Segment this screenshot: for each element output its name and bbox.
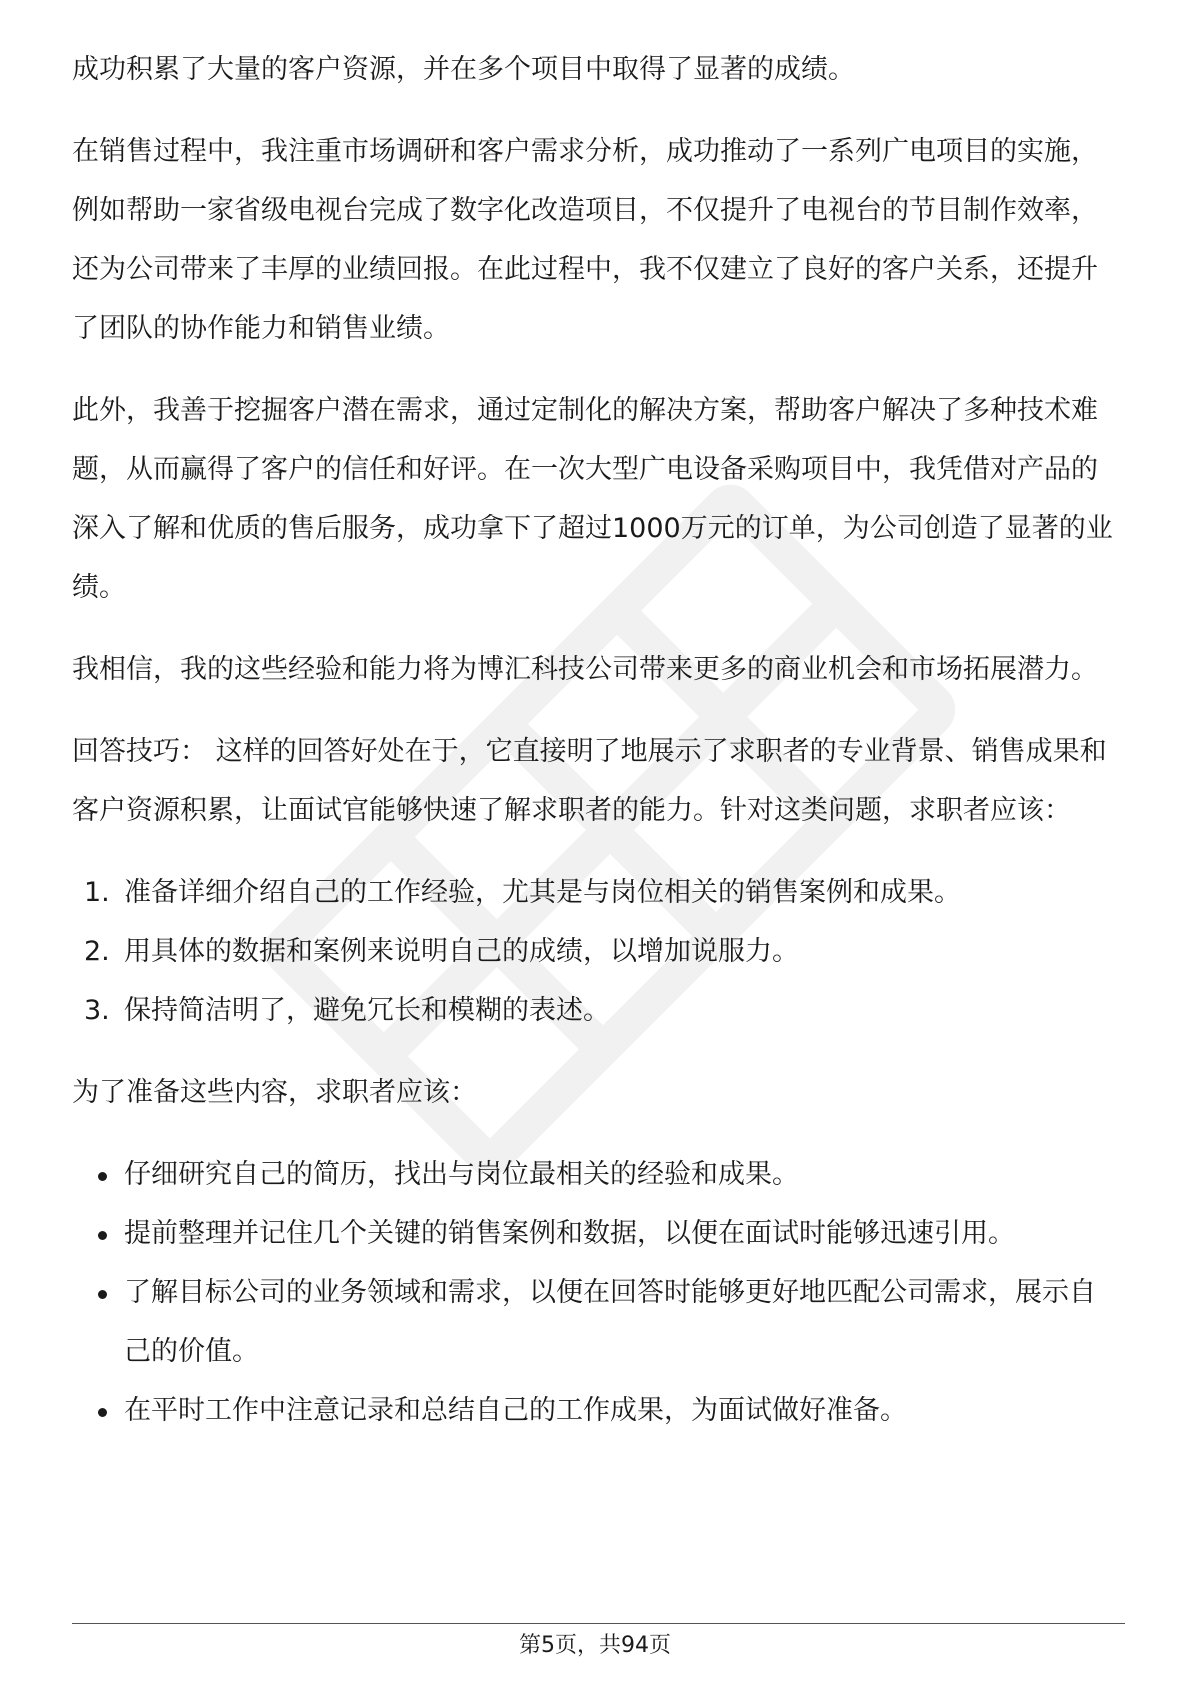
paragraph-4: 我相信，我的这些经验和能力将为博汇科技公司带来更多的商业机会和市场拓展潜力。 (72, 654, 1098, 685)
list-item (72, 1381, 1122, 1440)
bullet-icon (98, 1290, 107, 1299)
list-item (72, 981, 1122, 1040)
document-body (72, 40, 1122, 1463)
list-item-text: 了解目标公司的业务领域和需求，以便在回答时能够更好地匹配公司需求，展示自己的价值。 (124, 1277, 1096, 1367)
list-number: 1. (84, 877, 110, 908)
list-item (72, 1204, 1122, 1263)
list-item-text: 仔细研究自己的简历，找出与岗位最相关的经验和成果。 (124, 1159, 799, 1190)
bullet-icon (98, 1231, 107, 1240)
bullet-icon (98, 1408, 107, 1417)
bullet-list (72, 1145, 1122, 1440)
list-item (72, 1145, 1122, 1204)
list-item (72, 922, 1122, 981)
list-item (72, 863, 1122, 922)
page-number: 第5页，共94页 (519, 1633, 671, 1658)
paragraph-3: 此外，我善于挖掘客户潜在需求，通过定制化的解决方案，帮助客户解决了多种技术难题，从而赢得了客户的信任和好评。在一次大型广电设备采购项目中，我凭借对产品的深入了解和优质的售后服务，成功拿下了超过1000万元的订单，为公司创造了显著的业绩。 (72, 395, 1113, 603)
list-number: 3. (84, 995, 110, 1026)
paragraph-answer-tips: 回答技巧： 这样的回答好处在于，它直接明了地展示了求职者的专业背景、销售成果和客户资源积累，让面试官能够快速了解求职者的能力。针对这类问题，求职者应该： (72, 736, 1107, 826)
list-item (72, 1263, 1122, 1381)
paragraph-2: 在销售过程中，我注重市场调研和客户需求分析，成功推动了一系列广电项目的实施，例如帮助一家省级电视台完成了数字化改造项目，不仅提升了电视台的节目制作效率，还为公司带来了丰厚的业绩回报。在此过程中，我不仅建立了良好的客户关系，还提升了团队的协作能力和销售业绩。 (72, 136, 1098, 344)
list-item-text: 准备详细介绍自己的工作经验，尤其是与岗位相关的销售案例和成果。 (124, 877, 961, 908)
list-item-text: 用具体的数据和案例来说明自己的成绩，以增加说服力。 (124, 936, 799, 967)
paragraph-1: 成功积累了大量的客户资源，并在多个项目中取得了显著的成绩。 (72, 54, 855, 85)
list-item-text: 提前整理并记住几个关键的销售案例和数据，以便在面试时能够迅速引用。 (124, 1218, 1015, 1249)
list-item-text: 保持简洁明了，避免冗长和模糊的表述。 (124, 995, 610, 1026)
footer-divider (72, 1623, 1125, 1624)
ordered-list (72, 863, 1122, 1040)
list-item-text: 在平时工作中注意记录和总结自己的工作成果，为面试做好准备。 (124, 1395, 907, 1426)
paragraph-preparation: 为了准备这些内容，求职者应该： (72, 1077, 477, 1108)
list-number: 2. (84, 936, 110, 967)
bullet-icon (98, 1172, 107, 1181)
